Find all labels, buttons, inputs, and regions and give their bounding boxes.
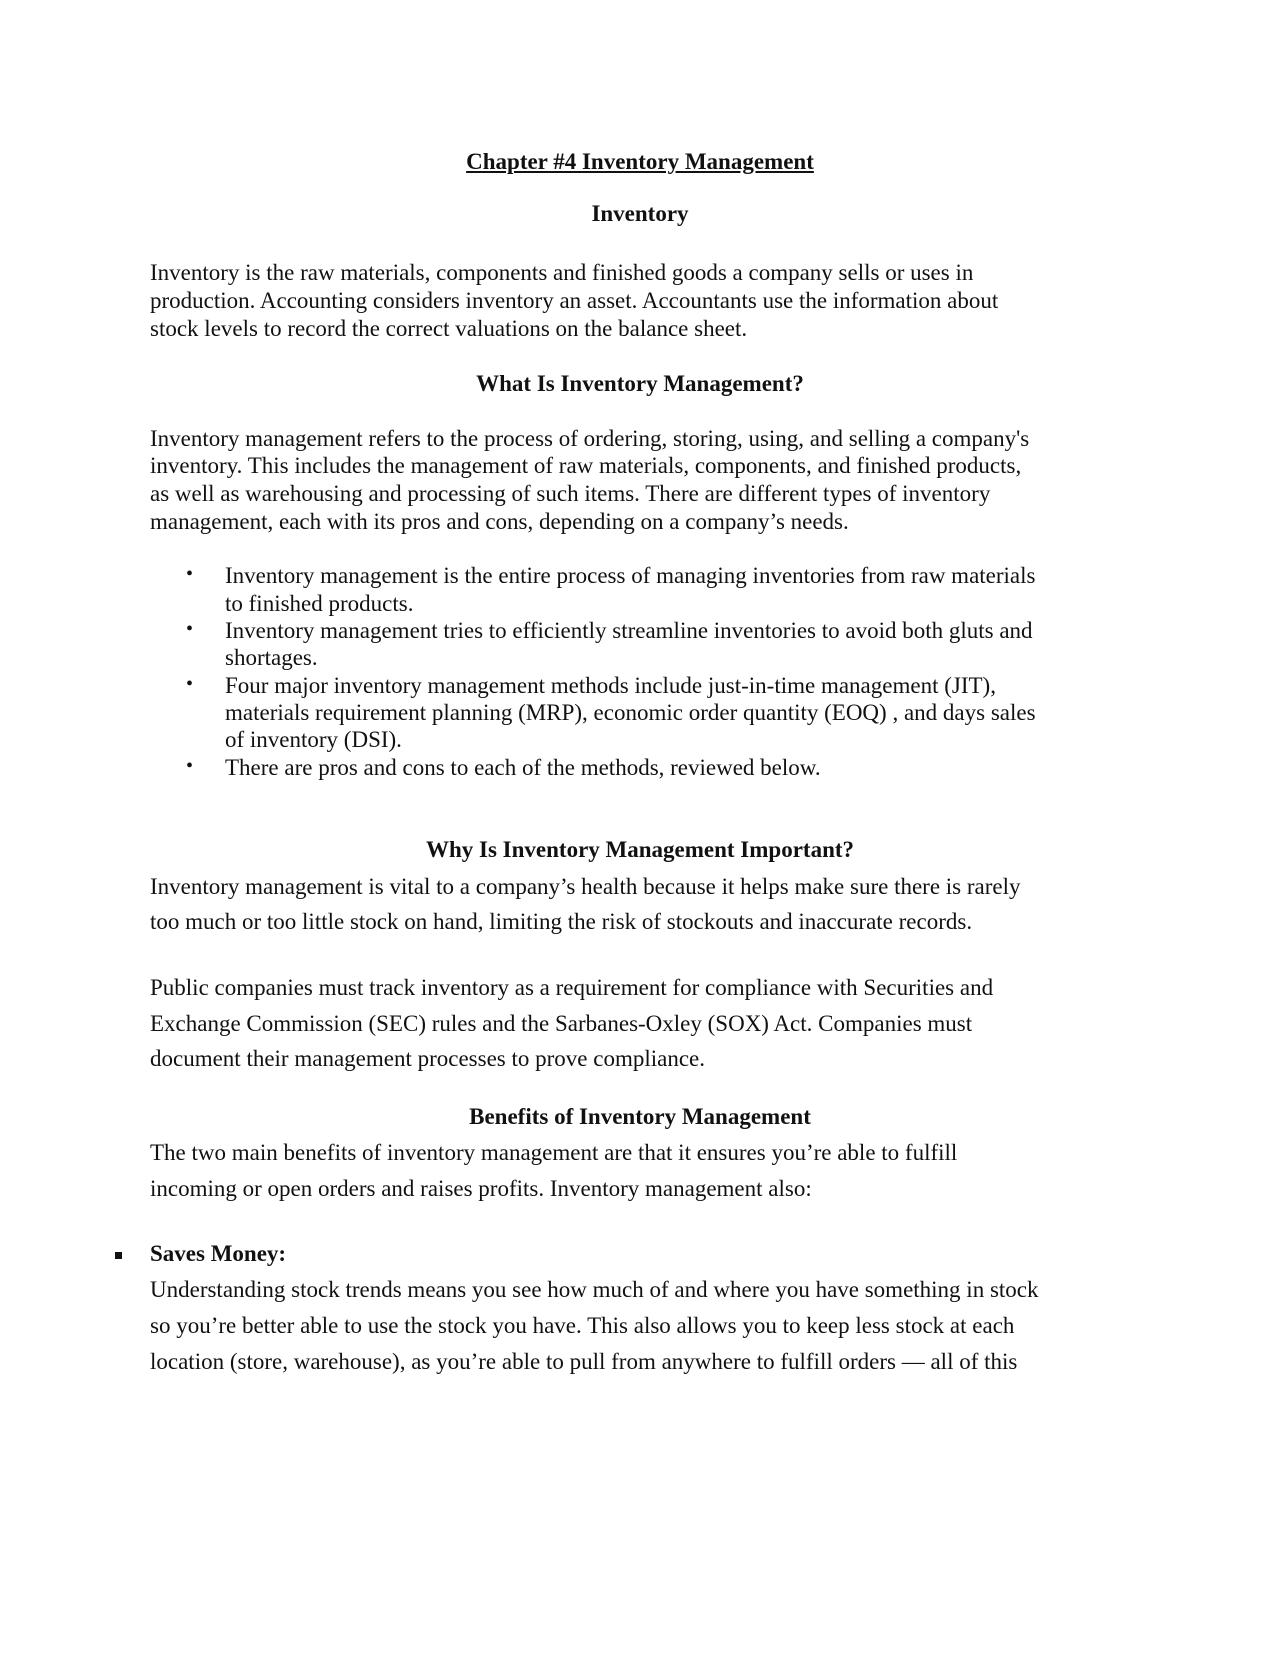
bullet-item-line: shortages. xyxy=(225,645,318,670)
bullet-icon: • xyxy=(186,618,194,640)
paragraph-line: Inventory is the raw materials, components and finished goods a company sells or uses in xyxy=(150,260,974,285)
bullet-item-line: Inventory management tries to efficiently streamline inventories to avoid both gluts and xyxy=(225,618,1033,643)
paragraph-line: Understanding stock trends means you see how much of and where you have something in stock xyxy=(150,1277,1039,1302)
bullet-item-line: to finished products. xyxy=(225,591,414,616)
paragraph-line: location (store, warehouse), as you’re able to pull from anywhere to fulfill orders — all of this xyxy=(150,1349,1018,1374)
heading-inventory: Inventory xyxy=(591,201,689,226)
paragraph-line: inventory. This includes the management of raw materials, components, and finished products, xyxy=(150,453,1022,478)
bullet-icon: • xyxy=(186,563,194,585)
bullet-item-line: Four major inventory management methods include just-in-time management (JIT), xyxy=(225,673,996,698)
paragraph-line: Inventory management refers to the process of ordering, storing, using, and selling a company's xyxy=(150,426,1030,451)
bullet-icon: • xyxy=(186,755,194,777)
paragraph-line: stock levels to record the correct valuations on the balance sheet. xyxy=(150,316,748,341)
bullet-item-line: of inventory (DSI). xyxy=(225,727,402,752)
bullet-item-line: Inventory management is the entire process of managing inventories from raw materials xyxy=(225,563,1036,588)
paragraph-line: so you’re better able to use the stock you have. This also allows you to keep less stock at each xyxy=(150,1313,1015,1338)
heading-what-is-inventory-management: What Is Inventory Management? xyxy=(476,371,804,396)
paragraph-line: incoming or open orders and raises profits. Inventory management also: xyxy=(150,1176,812,1201)
bullet-icon: • xyxy=(186,673,194,695)
paragraph-line: document their management processes to prove compliance. xyxy=(150,1046,705,1071)
paragraph-line: Inventory management is vital to a company’s health because it helps make sure there is rarely xyxy=(150,874,1021,899)
heading-benefits: Benefits of Inventory Management xyxy=(469,1104,811,1129)
paragraph-line: The two main benefits of inventory management are that it ensures you’re able to fulfill xyxy=(150,1140,958,1165)
paragraph-line: management, each with its pros and cons, depending on a company’s needs. xyxy=(150,509,849,534)
chapter-title: Chapter #4 Inventory Management xyxy=(466,149,814,174)
bullet-item-line: There are pros and cons to each of the methods, reviewed below. xyxy=(225,755,821,780)
bullet-item-line: materials requirement planning (MRP), economic order quantity (EOQ) , and days sales xyxy=(225,700,1036,725)
paragraph-line: production. Accounting considers inventory an asset. Accountants use the information about xyxy=(150,288,999,313)
square-bullet-icon xyxy=(115,1252,122,1259)
benefit-label: Saves Money: xyxy=(150,1241,287,1266)
paragraph-line: as well as warehousing and processing of such items. There are different types of inventory xyxy=(150,481,991,506)
paragraph-line: Public companies must track inventory as a requirement for compliance with Securities and xyxy=(150,975,994,1000)
paragraph-line: Exchange Commission (SEC) rules and the Sarbanes-Oxley (SOX) Act. Companies must xyxy=(150,1011,973,1036)
heading-why-important: Why Is Inventory Management Important? xyxy=(425,837,855,862)
paragraph-line: too much or too little stock on hand, limiting the risk of stockouts and inaccurate records. xyxy=(150,909,973,934)
